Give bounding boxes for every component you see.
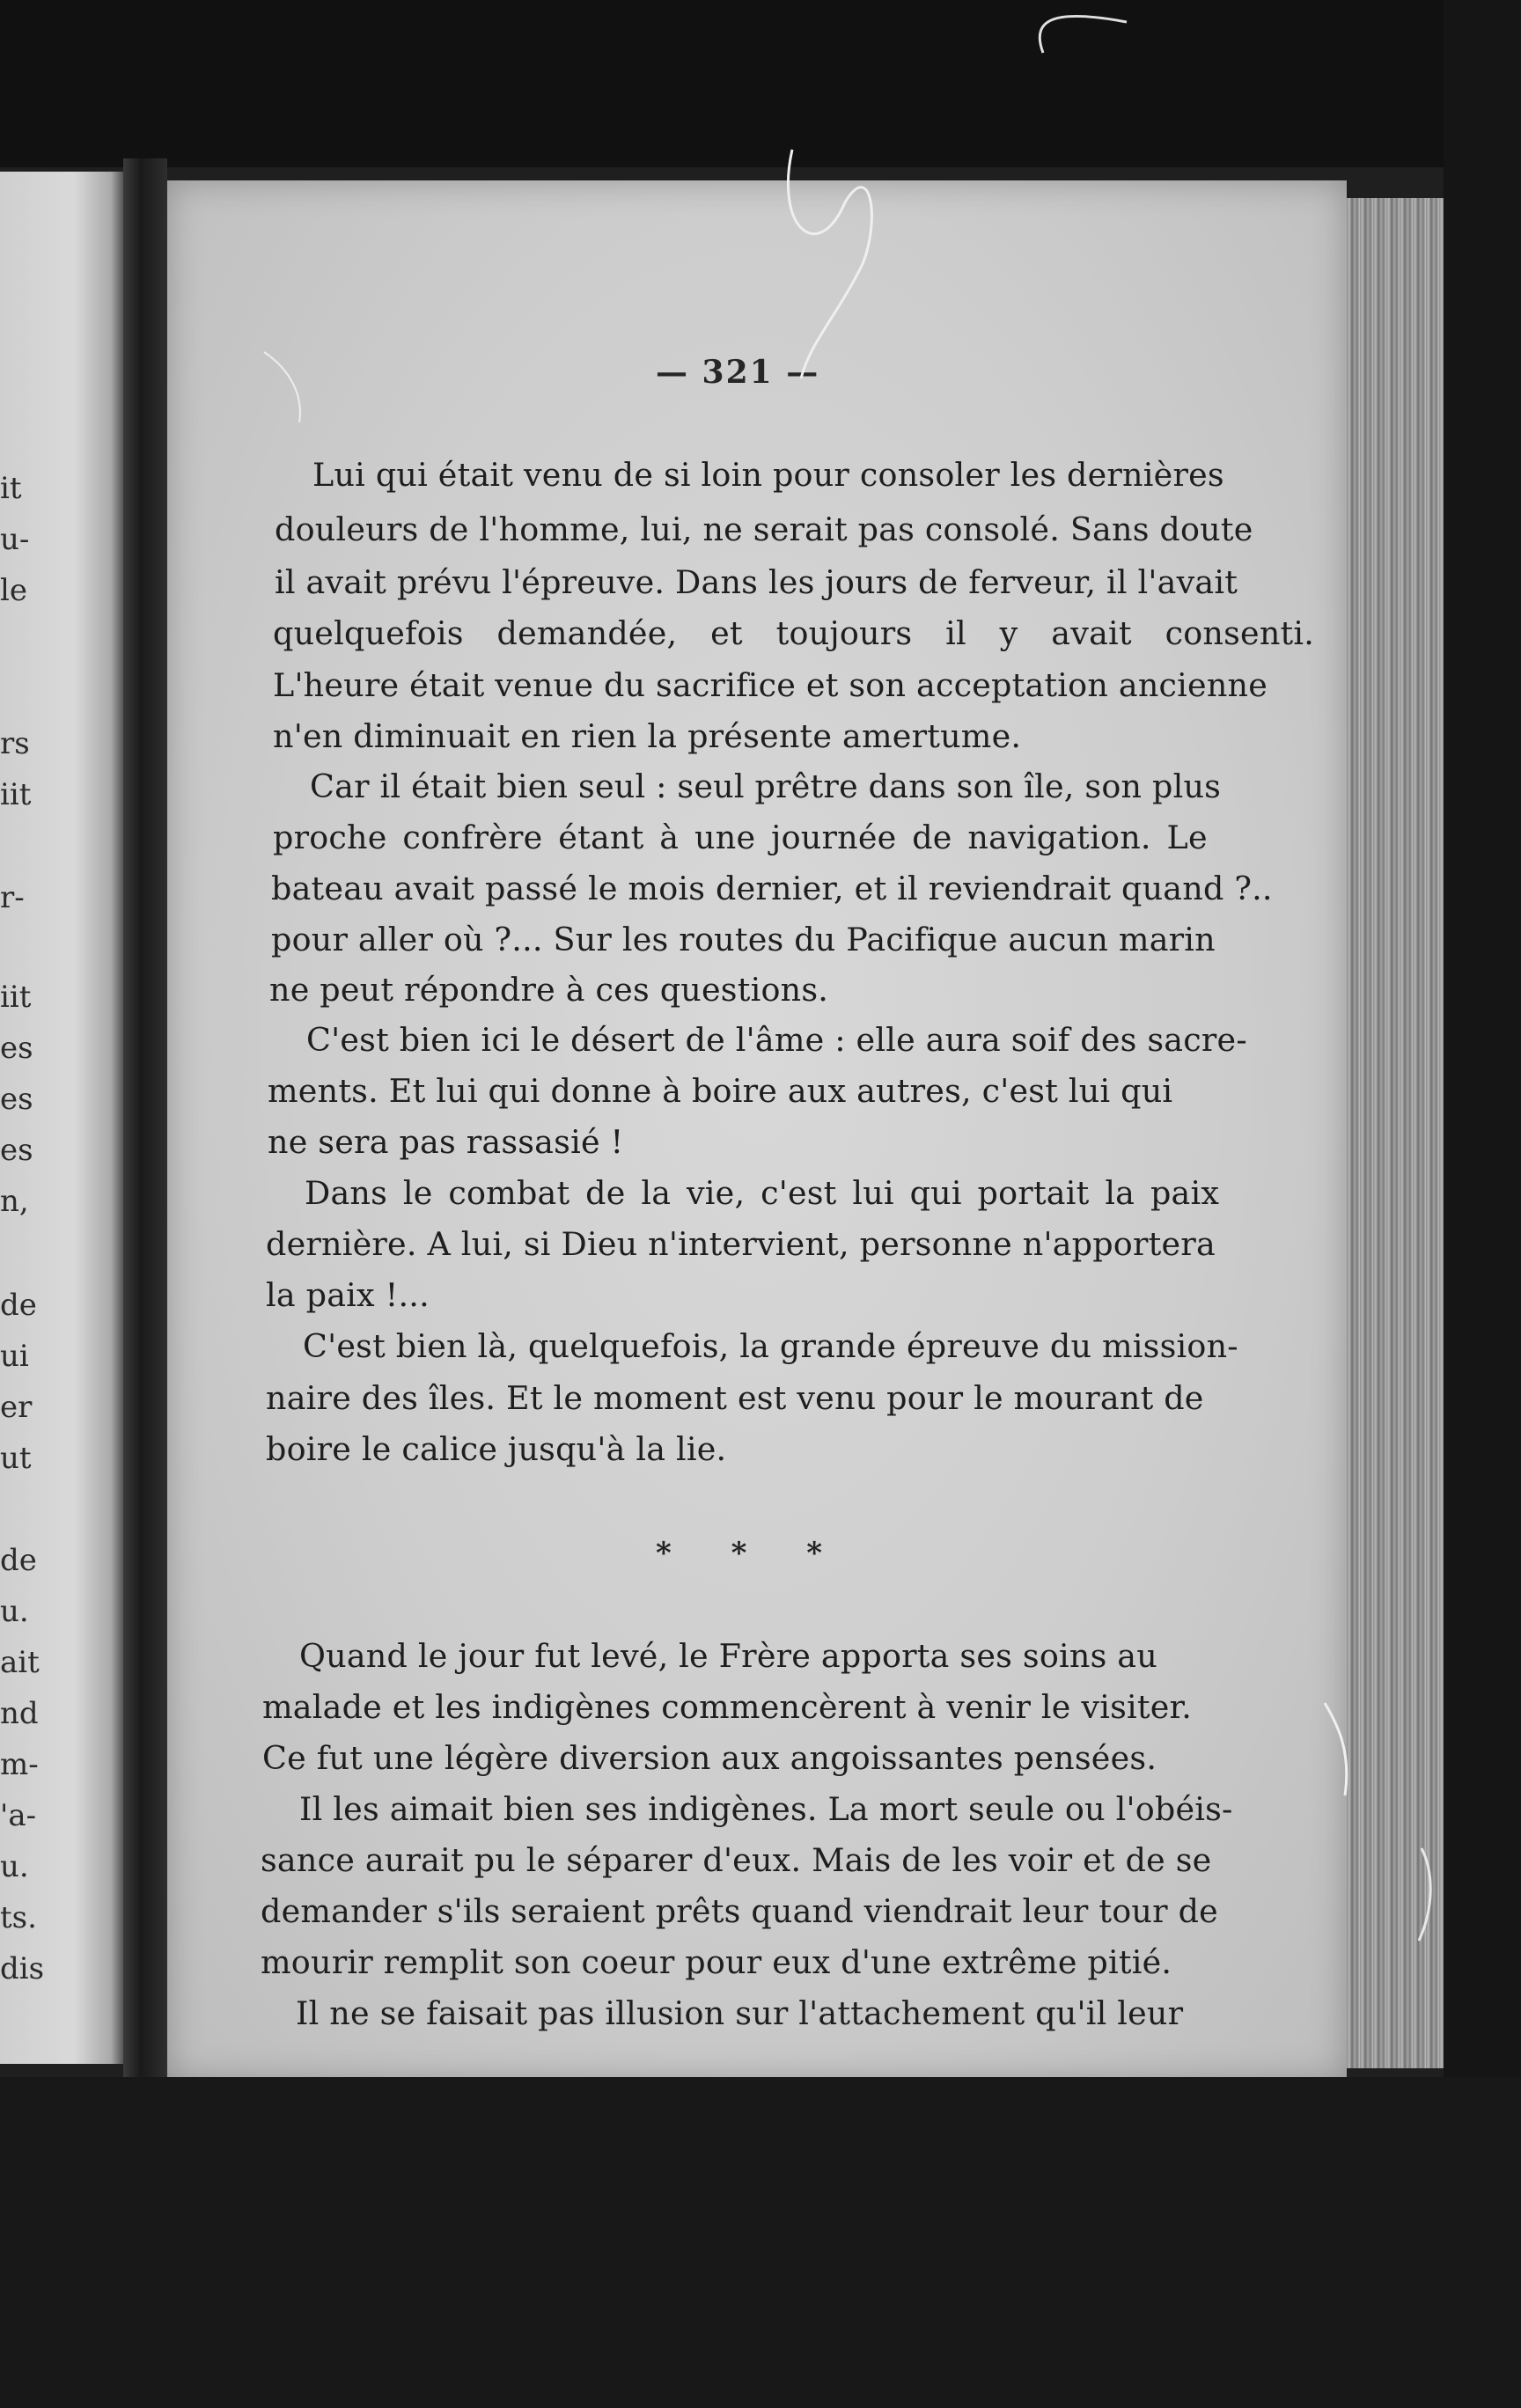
left-page-fragment: m- <box>0 1747 39 1782</box>
text-line: mourir remplit son coeur pour eux d'une extrême pitié. <box>261 1943 1172 1981</box>
left-page-fragment: iit <box>0 777 32 812</box>
left-page-fragment: nd <box>0 1696 39 1731</box>
text-line: C'est bien ici le désert de l'âme : elle aura soif des sacre- <box>306 1021 1247 1059</box>
section-separator: * * * <box>656 1536 848 1571</box>
text-line: ne sera pas rassasié ! <box>268 1123 624 1161</box>
page-number: — 321 — <box>656 354 820 391</box>
text-line: boire le calice jusqu'à la lie. <box>266 1430 727 1468</box>
left-page-fragment: n, <box>0 1184 29 1219</box>
text-line: demander s'ils seraient prêts quand viendrait leur tour de <box>261 1892 1218 1930</box>
text-line: naire des îles. Et le moment est venu pour le mourant de <box>266 1379 1204 1417</box>
page-edges-stack <box>1347 198 1444 2068</box>
left-page-fragment: r- <box>0 880 25 915</box>
text-line: Il ne se faisait pas illusion sur l'attachement qu'il leur <box>296 1994 1184 2032</box>
left-page-fragment: es <box>0 1133 33 1168</box>
text-line: sance aurait pu le séparer d'eux. Mais de les voir et de se <box>261 1841 1212 1879</box>
book-gutter <box>123 158 167 2077</box>
text-line: il avait prévu l'épreuve. Dans les jours de ferveur, il l'avait <box>275 563 1238 601</box>
left-page-fragment: le <box>0 573 27 608</box>
text-line: douleurs de l'homme, lui, ne serait pas consolé. Sans doute <box>275 510 1253 548</box>
left-page-fragment: es <box>0 1082 33 1117</box>
text-line: n'en diminuait en rien la présente amertume. <box>273 717 1022 755</box>
text-line: ments. Et lui qui donne à boire aux autres, c'est lui qui <box>268 1072 1173 1110</box>
left-page-fragment: ut <box>0 1441 32 1476</box>
text-line: Quand le jour fut levé, le Frère apporta ses soins au <box>299 1637 1157 1675</box>
left-page-fragment: ts. <box>0 1900 37 1935</box>
text-line: Car il était bien seul : seul prêtre dans son île, son plus <box>310 767 1222 805</box>
scan-right-border <box>1444 0 1521 2408</box>
left-page-fragment: de <box>0 1543 37 1578</box>
text-line: la paix !... <box>266 1276 430 1314</box>
left-page-fragment: u- <box>0 522 30 557</box>
left-page-fragment: er <box>0 1390 33 1425</box>
left-page-fragment: it <box>0 471 22 506</box>
text-line: Il les aimait bien ses indigènes. La mort seule ou l'obéis- <box>299 1790 1233 1828</box>
text-line: dernière. A lui, si Dieu n'intervient, personne n'apportera <box>266 1225 1216 1263</box>
left-page-fragment: ait <box>0 1645 40 1680</box>
scan-bottom-border <box>0 2077 1521 2408</box>
text-line: pour aller où ?... Sur les routes du Pacifique aucun marin <box>271 921 1216 958</box>
left-page-fragment: es <box>0 1031 33 1066</box>
left-page-fragment: de <box>0 1288 37 1323</box>
left-page-edge <box>0 172 123 2064</box>
left-page-fragment: 'a- <box>0 1798 37 1833</box>
left-page-fragment: u. <box>0 1849 29 1884</box>
left-page-fragment: dis <box>0 1951 45 1986</box>
text-line: Lui qui était venu de si loin pour consoler les dernières <box>312 456 1224 494</box>
text-line: L'heure était venue du sacrifice et son acceptation ancienne <box>273 666 1268 704</box>
scan-top-border <box>0 0 1521 167</box>
left-page-fragment: rs <box>0 726 30 761</box>
text-line: C'est bien là, quelquefois, la grande épreuve du mission- <box>303 1327 1238 1365</box>
left-page-fragment: iit <box>0 980 32 1015</box>
text-line: quelquefois demandée, et toujours il y avait consenti. <box>273 614 1315 652</box>
text-line: Ce fut une légère diversion aux angoissantes pensées. <box>262 1739 1157 1777</box>
text-line: bateau avait passé le mois dernier, et il reviendrait quand ?.. <box>271 870 1273 907</box>
text-line: proche confrère étant à une journée de navigation. Le <box>273 819 1208 856</box>
text-line: Dans le combat de la vie, c'est lui qui portait la paix <box>305 1174 1220 1212</box>
left-page-fragment: u. <box>0 1594 29 1629</box>
text-line: ne peut répondre à ces questions. <box>269 971 829 1009</box>
text-line: malade et les indigènes commencèrent à venir le visiter. <box>262 1688 1192 1726</box>
left-page-fragment: ui <box>0 1339 29 1374</box>
